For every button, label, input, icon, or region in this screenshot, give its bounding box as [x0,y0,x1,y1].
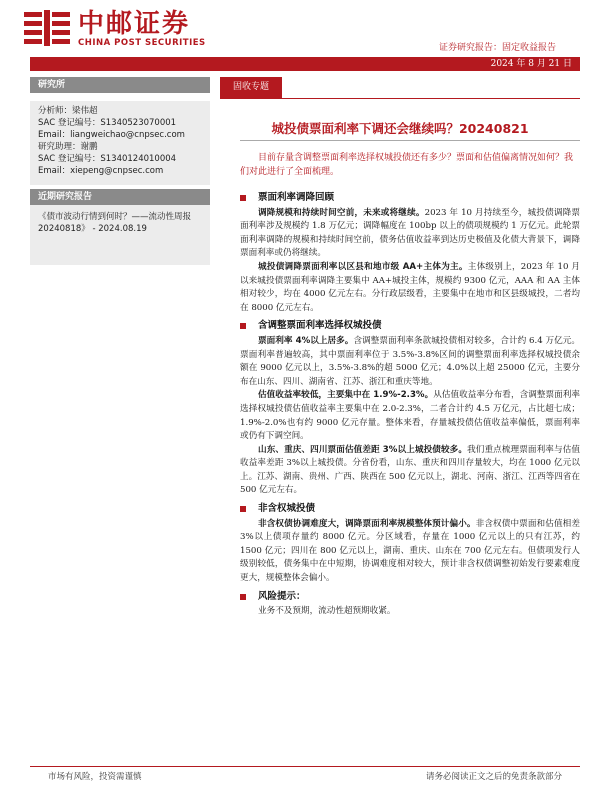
paragraph [240,261,580,315]
paragraph-lead: 调降规模和持续时间空前，未来或将继续。 [258,207,425,218]
brand-name-cn: 中邮证券 [78,9,191,39]
report-type: 证券研究报告：固定收益报告 [438,43,556,53]
analyst-email[interactable]: Email：liangweichao@cnpsec.com [38,130,185,140]
section-heading: 票面利率调降回顾 [240,191,580,205]
paragraph-text: 主体级别上，2023 年 10 月以来城投债票面利率调降主要集中 AA+城投主体，规模约 9300 亿元，AAA 和 AA 主体相对较少，均在 4000 亿元左右。分行政层级看，主要集中在地市和区县级城投，二者均在 8000 亿元左右。 [240,261,580,313]
paragraph [240,389,580,443]
research-header: 研究所 [30,77,210,93]
divider [240,140,580,141]
divider [220,98,580,99]
analyst-line: SAC 登记编号：S1340523070001 [38,118,177,128]
report-body [240,187,580,619]
paragraph [240,335,580,389]
report-title: 城投债票面利率下调还会继续吗？20240821 [271,121,529,136]
paragraph-lead: 估值收益率较低，主要集中在 1.9%-2.3%。 [258,390,434,401]
paragraph [240,444,580,498]
paragraph-text: 业务不及预期，流动性超预期收紧。 [258,606,396,617]
section-heading: 含调整票面利率选择权城投债 [240,319,580,333]
paragraph-lead: 山东、重庆、四川票面估值差距 3%以上城投债较多。 [258,444,468,455]
section-heading: 风险提示： [240,590,580,604]
analyst-info [30,101,210,185]
footer-risk-note: 市场有风险，投资需谨慎 [48,772,142,782]
analyst-line: 分析师：梁伟超 [38,106,98,116]
sidebar [30,77,210,265]
paragraph-text: 2023 年 10 月持续至今，城投债调降票面利率涉及规模约 1.8 万亿元；调降幅度在 100bp 以上的债项规模约 1 万亿元。此轮票面利率调降的规模和持续时间空前，债务估值收益率到达历史极值及化债大背景下，调降票面利率或仍将继续。 [240,207,580,259]
paragraph [240,518,580,586]
footer-divider [30,766,580,767]
paragraph [240,207,580,261]
analyst-email[interactable]: Email：xiepeng@cnpsec.com [38,166,164,176]
paragraph-lead: 票面利率 4%以上居多。 [258,335,354,346]
brand-logo [22,8,222,48]
paragraph-text: 含调整票面利率条款城投债相对较多，合计约 6.4 万亿元。票面利率普遍较高，其中票面利率位于 3.5%-3.8%区间的调整票面利率选择权城投债余额在 9000 亿元以上，3.5%-3.8%的超 5000 亿元；4.0%以上超 25000 亿元，主要分布在山东、四川、湖南省、江苏、浙江和重庆等地。 [240,335,580,387]
paragraph-lead: 城投债调降票面利率以区县和地市级 AA+主体为主。 [258,261,468,272]
analyst-line: SAC 登记编号：S1340124010004 [38,154,177,164]
china-post-logo-icon [22,8,72,48]
recent-reports-header: 近期研究报告 [30,189,210,205]
topic-tag: 固收专题 [220,77,282,98]
paragraph-text: 我们重点梳理票面利率与估值收益率差距 3%以上城投债。分省份看，山东、重庆和四川存量较大，均在 1000 亿元以上。江苏、湖南、贵州、广西、陕西在 500 亿元以上，湖北、河南、浙江、江西等四省在 500 亿元左右。 [240,444,580,496]
paragraph-text: 非含权债中票面和估值相差 3%以上债项存量约 8000 亿元。分区域看，存量在 1000 亿元以上的只有江苏，约 1500 亿元；四川在 800 亿元以上，湖南、重庆、山东在 700 亿元左右。但债项发行人级别较低，债务集中在中短期，协调难度相对较大，预计非含权债调整初始发行要素难度更大，规模整体会偏小。 [240,518,580,584]
paragraph-lead: 非含权债协调难度大，调降票面利率规模整体预计偏小。 [258,518,476,529]
section-heading: 非含权城投债 [240,502,580,516]
paragraph-text: 从估值收益率分布看，含调整票面利率选择权城投债估值收益率主要集中在 2.0-2.3%，二者合计约 4.5 万亿元，占比超七成；1.9%-2.0%也有约 9000 亿元存量。整体来看，存量城投债估值收益率偏低，票面利率或仍有下调空间。 [240,390,580,442]
footer-disclaimer-note: 请务必阅读正文之后的免责条款部分 [425,772,562,782]
brand-name-en: CHINA POST SECURITIES [78,38,206,48]
intro-text: 目前存量含调整票面利率选择权城投债还有多少？票面和估值偏离情况如何？我们对此进行了全面梳理。 [240,153,574,177]
date-bar [30,57,580,71]
recent-reports [30,205,210,265]
recent-report-link[interactable]: 《债市波动行情到何时？——流动性周报 20240818》 - 2024.08.19 [38,212,192,234]
analyst-line: 研究助理：谢鹏 [38,142,98,152]
report-date: 2024 年 8 月 21 日 [490,59,572,69]
paragraph [240,605,580,619]
